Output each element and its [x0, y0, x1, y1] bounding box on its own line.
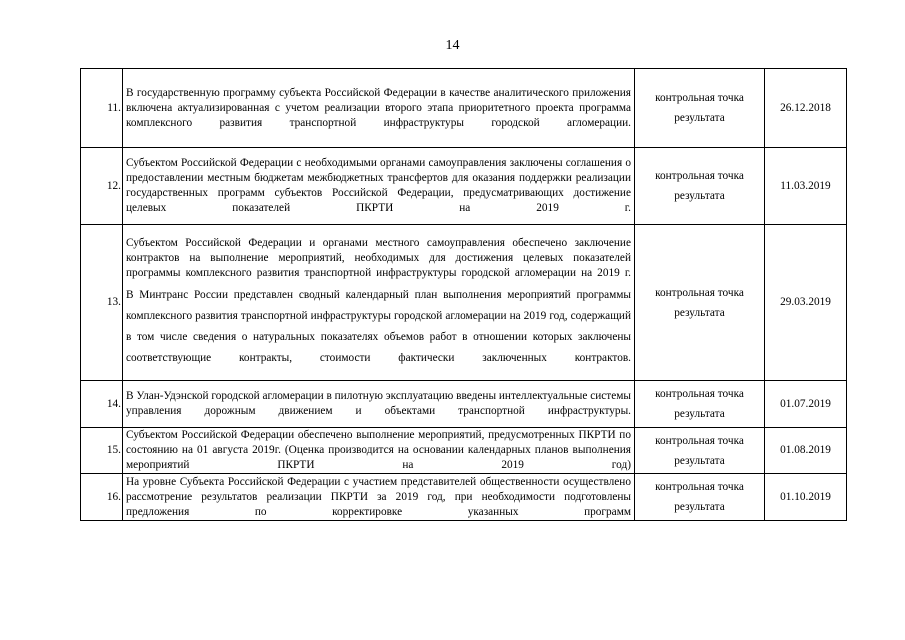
description-paragraph: Субъектом Российской Федерации и органами местного самоуправления обеспечено заключение контрактов на выполнение мероприятий, необходимых для достижения целевых показателей программы комплексного развития транспортной инфраструктуры городской агломерации на 2019 г.	[126, 237, 631, 279]
row-type	[635, 428, 765, 474]
description-paragraph: Субъектом Российской Федерации обеспечено выполнение мероприятий, предусмотренных ПКРТИ по состоянию на 01 августа 2019г. (Оценка производится на основании календарных планов выполнения мероприятий ПКРТИ на 2019 год)	[126, 429, 631, 471]
type-line: контрольная точка	[655, 92, 744, 104]
row-type	[635, 225, 765, 381]
type-line: результата	[674, 190, 725, 202]
table-row	[81, 69, 847, 148]
row-description	[123, 148, 635, 225]
table-row	[81, 148, 847, 225]
row-description	[123, 474, 635, 521]
row-number: 15.	[81, 428, 123, 474]
description-paragraph: В Минтранс России представлен сводный календарный план выполнения мероприятий программы комплексного развития транспортной инфраструктуры городской агломерации на 2019 год, содержащий в том числе сведения о натуральных показателях объемов работ в отношении которых заключены соответствующие контракты, стоимости фактически заключенных контрактов.	[126, 289, 631, 364]
row-type	[635, 381, 765, 428]
description-paragraph: В государственную программу субъекта Российской Федерации в качестве аналитического приложения включена актуализированная с учетом реализации второго этапа приоритетного проекта программа комплексного развития транспортной инфраструктуры городской агломерации.	[126, 86, 631, 129]
row-description	[123, 225, 635, 381]
row-description	[123, 428, 635, 474]
row-date: 01.10.2019	[765, 474, 847, 521]
row-date: 26.12.2018	[765, 69, 847, 148]
row-number: 11.	[81, 69, 123, 148]
table-row	[81, 428, 847, 474]
type-line: контрольная точка	[655, 434, 744, 447]
type-line: контрольная точка	[655, 481, 744, 493]
row-description	[123, 381, 635, 428]
row-type	[635, 69, 765, 148]
row-type	[635, 148, 765, 225]
description-paragraph: Субъектом Российской Федерации с необходимыми органами самоуправления заключены соглашения о предоставлении местным бюджетам межбюджетных трансфертов для оказания поддержки реализации государственных программ субъектов Российской Федерации, предусматривающих достижение целевых показателей ПКРТИ на 2019 г.	[126, 157, 631, 214]
type-line: результата	[674, 408, 725, 420]
row-date: 29.03.2019	[765, 225, 847, 381]
table-row	[81, 474, 847, 521]
description-paragraph: На уровне Субъекта Российской Федерации с участием представителей общественности осуществлено рассмотрение результатов реализации ПКРТИ за 2019 год, при необходимости подготовлены предложения по корректировке указанных программ	[126, 475, 631, 518]
row-number: 12.	[81, 148, 123, 225]
table-row	[81, 381, 847, 428]
row-date: 01.07.2019	[765, 381, 847, 428]
row-type	[635, 474, 765, 521]
type-line: результата	[674, 501, 725, 513]
row-description	[123, 69, 635, 148]
type-line: контрольная точка	[655, 170, 744, 182]
type-line: результата	[674, 306, 725, 319]
milestones-table	[80, 68, 847, 521]
type-line: контрольная точка	[655, 286, 744, 299]
row-date: 01.08.2019	[765, 428, 847, 474]
type-line: контрольная точка	[655, 388, 744, 400]
page-number: 14	[445, 38, 460, 53]
description-paragraph: В Улан-Удэнской городской агломерации в пилотную эксплуатацию введены интеллектуальные системы управления дорожным движением и объектами транспортной инфраструктуры.	[126, 390, 631, 417]
row-date: 11.03.2019	[765, 148, 847, 225]
type-line: результата	[674, 112, 725, 124]
type-line: результата	[674, 454, 725, 467]
row-number: 13.	[81, 225, 123, 381]
row-number: 16.	[81, 474, 123, 521]
table-row	[81, 225, 847, 381]
row-number: 14.	[81, 381, 123, 428]
